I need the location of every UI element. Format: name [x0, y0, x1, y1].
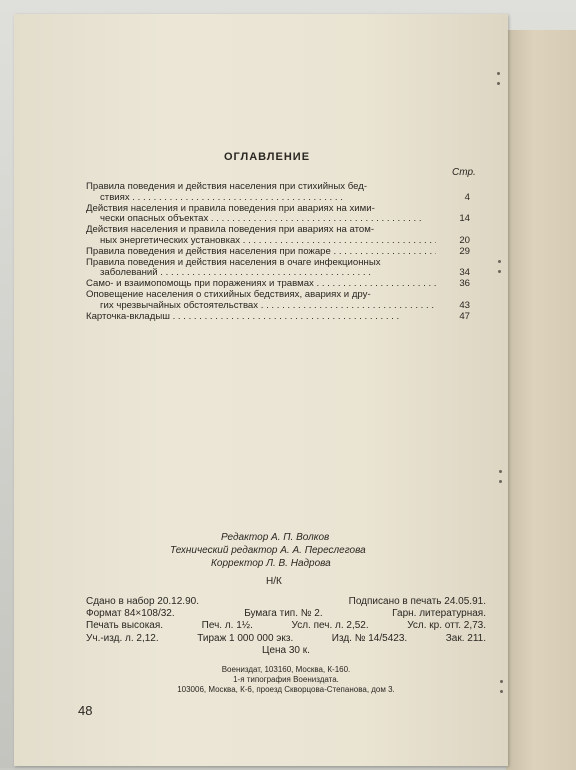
toc-entry-page: 36: [459, 278, 470, 290]
imprint-field: Гарн. литературная.: [392, 608, 486, 620]
toc-entry-title: Карточка-вкладыш . . .: [86, 312, 436, 323]
toc-entry-title: Действия населения и правила поведения при авариях на хими-: [86, 202, 375, 214]
toc-entry-page: 34: [459, 267, 470, 279]
toc-title: ОГЛАВЛЕНИЕ: [223, 151, 311, 163]
tech-editor-credit: Технический редактор А. А. Переслегова: [170, 545, 366, 556]
imprint-field: Бумага тип. № 2.: [244, 608, 323, 620]
toc-entry-title: Само- и взаимопомощь при поражениях и травмах . . .: [86, 279, 436, 290]
catalog-code: Н/К: [266, 576, 282, 587]
toc-entry[interactable]: [86, 202, 470, 226]
toc-entry-title: Оповещение населения о стихийных бедствиях, авариях и дру-: [86, 288, 371, 300]
imprint-field: Усл. печ. л. 2,52.: [291, 620, 369, 632]
page-column-header: Стр.: [452, 167, 476, 178]
toc-entry-page: 20: [459, 234, 470, 246]
imprint-row: [86, 633, 486, 645]
toc-entry-title-cont: гих чрезвычайных обстоятельствах . . .: [86, 301, 436, 312]
imprint-field: Изд. № 14/5423.: [331, 632, 408, 644]
toc-entry[interactable]: [86, 181, 470, 204]
imprint-field: Печ. л. 1½.: [201, 620, 253, 632]
imprint-block: [86, 596, 486, 657]
imprint-row: [86, 608, 486, 620]
publisher-info: [86, 665, 486, 695]
toc-entry-page: 29: [459, 245, 470, 257]
toc-entry[interactable]: [86, 245, 470, 258]
imprint-row: [86, 596, 486, 608]
adjacent-page: [506, 30, 576, 770]
toc-entry-title: Правила поведения и действия населения при стихийных бед-: [86, 181, 368, 192]
imprint-field: Сдано в набор 20.12.90.: [86, 596, 199, 607]
toc-entry-page: 43: [459, 299, 470, 311]
publisher-line: 103006, Москва, К-6, проезд Скворцова-Степанова, дом 3.: [177, 685, 395, 694]
toc-entry-title-cont: чески опасных объектах . . .: [86, 214, 436, 225]
editor-credit: Редактор А. П. Волков: [221, 532, 330, 543]
publisher-line: Воениздат, 103160, Москва, К-160.: [221, 665, 351, 674]
table-of-contents: [86, 181, 470, 322]
imprint-field: Подписано в печать 24.05.91.: [348, 596, 486, 607]
corrector-credit: Корректор Л. В. Надрова: [211, 558, 331, 569]
toc-entry-title-cont: заболеваний . . .: [86, 268, 436, 279]
imprint-field: Зак. 211.: [445, 632, 486, 644]
toc-entry-page: 4: [464, 191, 470, 203]
toc-entry[interactable]: [86, 256, 470, 280]
imprint-field: Печать высокая.: [86, 620, 164, 632]
toc-entry[interactable]: [86, 224, 470, 247]
toc-entry[interactable]: [86, 310, 470, 323]
toc-entry-title: Правила поведения и действия населения в очаге инфекционных: [86, 256, 381, 268]
toc-entry-title-cont: ных энергетических установках . . .: [86, 236, 436, 247]
toc-entry-page: 47: [459, 310, 470, 322]
toc-entry-title-cont: ствиях . . .: [86, 193, 436, 204]
imprint-row: [86, 620, 486, 632]
imprint-field: Формат 84×108/32.: [86, 608, 175, 620]
toc-entry[interactable]: [86, 288, 470, 312]
price: Цена 30 к.: [262, 644, 310, 656]
toc-entry-title: Действия населения и правила поведения при авариях на атом-: [86, 224, 375, 236]
imprint-field: Тираж 1 000 000 экз.: [197, 632, 294, 644]
imprint-field: Усл. кр. отт. 2,73.: [407, 620, 486, 632]
toc-entry-page: 14: [459, 213, 470, 225]
publisher-line: 1-я типография Воениздата.: [233, 675, 339, 684]
toc-entry-title: Правила поведения и действия населения при пожаре . . .: [86, 247, 436, 258]
page-number: 48: [78, 703, 93, 718]
imprint-row: [86, 645, 486, 657]
imprint-field: Уч.-изд. л. 2,12.: [86, 632, 159, 644]
